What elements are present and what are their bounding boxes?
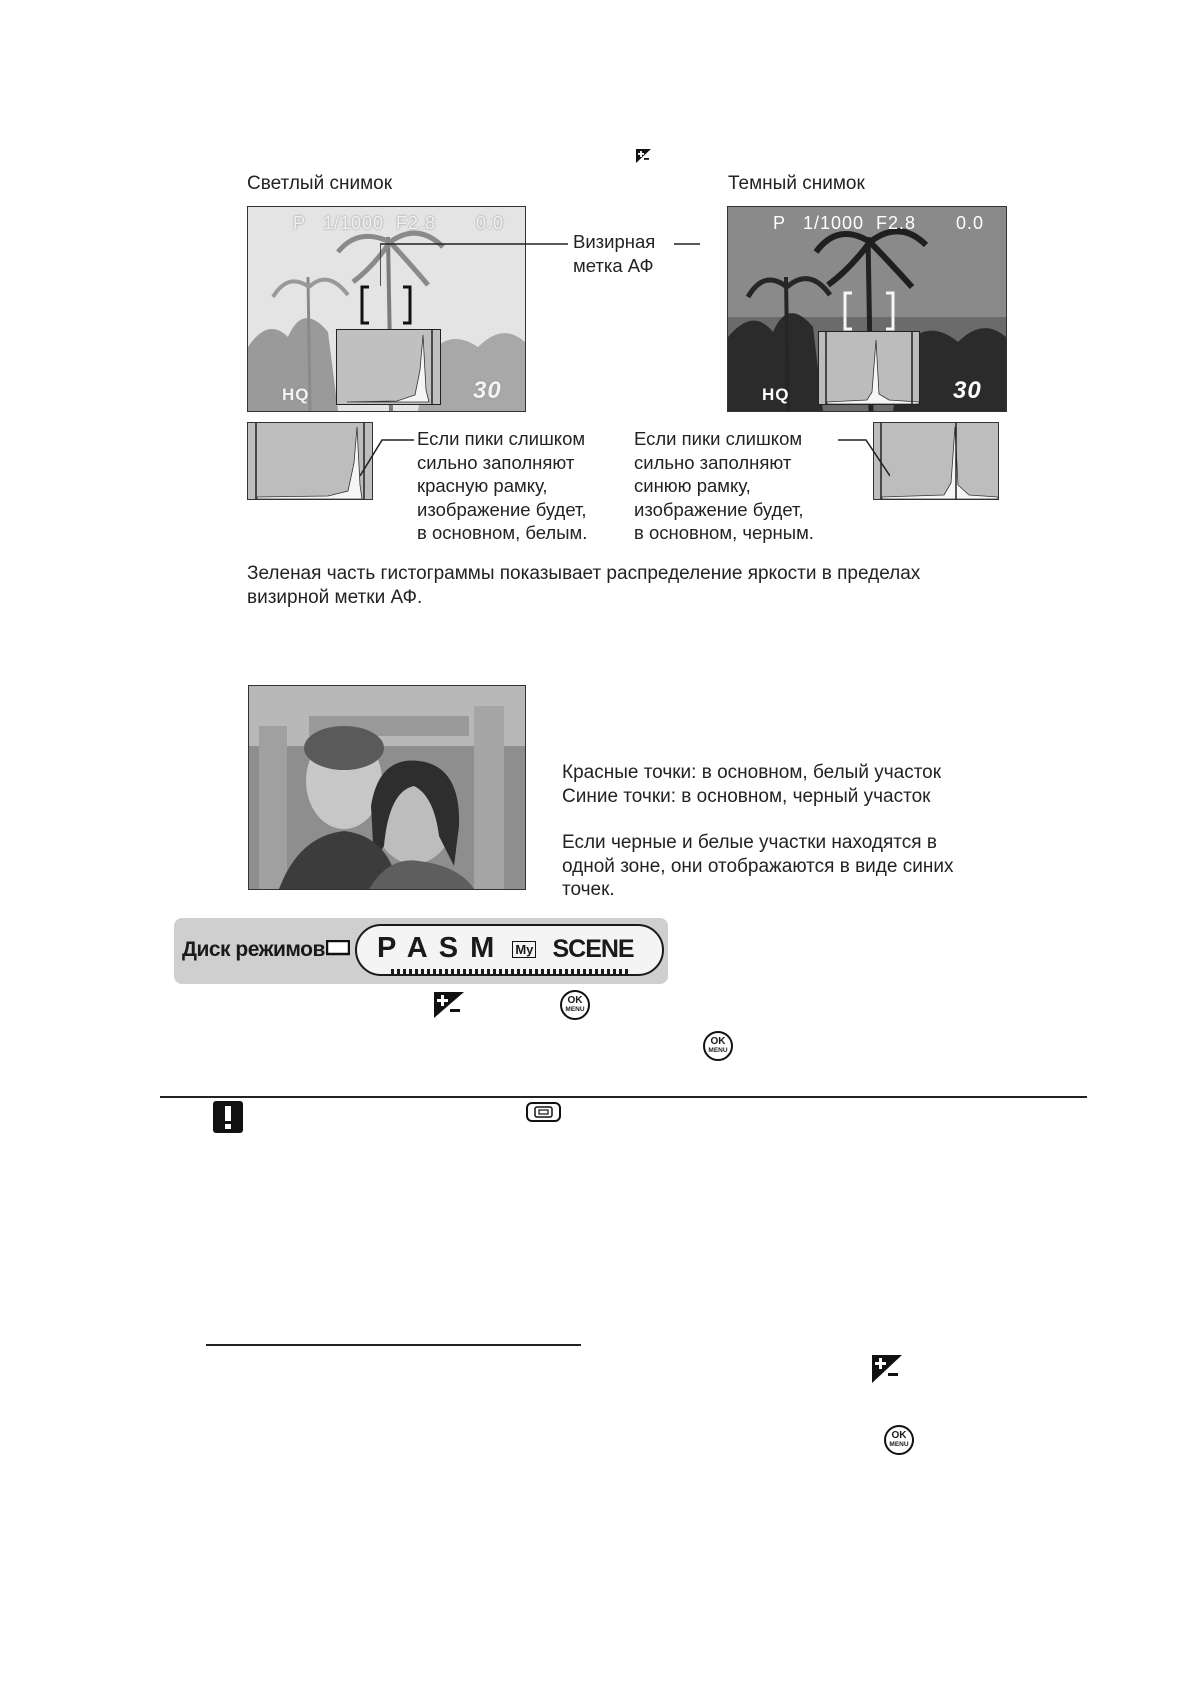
osd-quality: HQ (282, 385, 310, 404)
dark-image-caption: Темный снимок (728, 173, 865, 194)
histogram-overlay (818, 331, 920, 405)
highlight-description (562, 761, 953, 902)
mode-dial-label: Диск режимов (182, 938, 325, 961)
note-line: в основном, белым. (417, 522, 588, 543)
osd-mode: P (293, 213, 307, 233)
note-line: изображение будет, (417, 498, 587, 520)
highlight-line: одной зоне, они отображаются в виде синих (562, 855, 954, 877)
note-line: сильно заполняют (417, 451, 575, 473)
note-line: в основном, черным. (634, 522, 814, 543)
monitor-button-icon (526, 1102, 561, 1122)
light-image-caption: Светлый снимок (247, 173, 393, 194)
ok-menu-button-icon: OK MENU (703, 1031, 733, 1061)
light-note (417, 427, 587, 545)
exposure-compensation-icon (872, 1355, 902, 1383)
highlight-line (562, 808, 953, 831)
section-divider (160, 1096, 1087, 1098)
mode-letters-pasm: P A S M (377, 932, 497, 964)
mode-dial-bar (174, 918, 668, 984)
dark-histogram-box (873, 422, 999, 500)
ok-menu-button-icon: OK MENU (884, 1425, 914, 1455)
exposure-compensation-icon (434, 992, 464, 1018)
dark-screen-image (727, 206, 1007, 412)
green-part-note (247, 562, 920, 609)
highlight-line: Синие точки: в основном, черный участок (562, 785, 931, 807)
osd-mode: P (773, 213, 787, 233)
highlight-line: точек. (562, 879, 615, 900)
osd-aperture: F2.8 (396, 213, 437, 233)
subsection-divider (206, 1344, 581, 1346)
af-target-mark (360, 285, 412, 325)
osd-ev: 0.0 (956, 213, 985, 233)
osd-aperture: F2.8 (876, 213, 917, 233)
green-part-line: Зеленая часть гистограммы показывает распределение яркости в пределах (247, 563, 921, 584)
couple-photo (249, 686, 525, 889)
note-line: Если пики слишком (417, 428, 586, 449)
scene-mode: SCENE (552, 935, 634, 963)
monitor-icon (326, 940, 350, 956)
highlight-line: Красные точки: в основном, белый участок (562, 762, 942, 783)
dial-ticks (391, 969, 628, 975)
osd-frames: 30 (473, 377, 502, 404)
dark-note (634, 427, 814, 545)
af-target-mark (843, 291, 895, 331)
osd-quality: HQ (762, 385, 790, 404)
note-line: красную рамку, (417, 475, 548, 496)
osd-frames: 30 (953, 377, 982, 404)
my-mode-icon: My (512, 941, 536, 958)
green-part-line: визирной метки АФ. (247, 586, 423, 608)
af-mark-line: Визирная (573, 231, 656, 252)
note-line: изображение будет, (634, 498, 804, 520)
exposure-compensation-icon (636, 149, 651, 163)
light-histogram-box (247, 422, 373, 500)
note-line: синюю рамку, (634, 475, 751, 496)
warning-icon (213, 1101, 243, 1133)
note-line: Если пики слишком (634, 428, 803, 449)
af-mark-line: метка АФ (573, 254, 654, 276)
mode-dial (355, 924, 664, 976)
highlight-line: Если черные и белые участки находятся в (562, 832, 937, 853)
af-mark-label (573, 230, 655, 277)
osd-ev: 0.0 (476, 213, 505, 233)
histogram-overlay (336, 329, 441, 405)
note-line: сильно заполняют (634, 451, 792, 473)
osd-shutter: 1/1000 (323, 213, 385, 233)
ok-menu-button-icon: OK MENU (560, 990, 590, 1020)
portrait-highlight-image (248, 685, 526, 890)
osd-shutter: 1/1000 (803, 213, 865, 233)
